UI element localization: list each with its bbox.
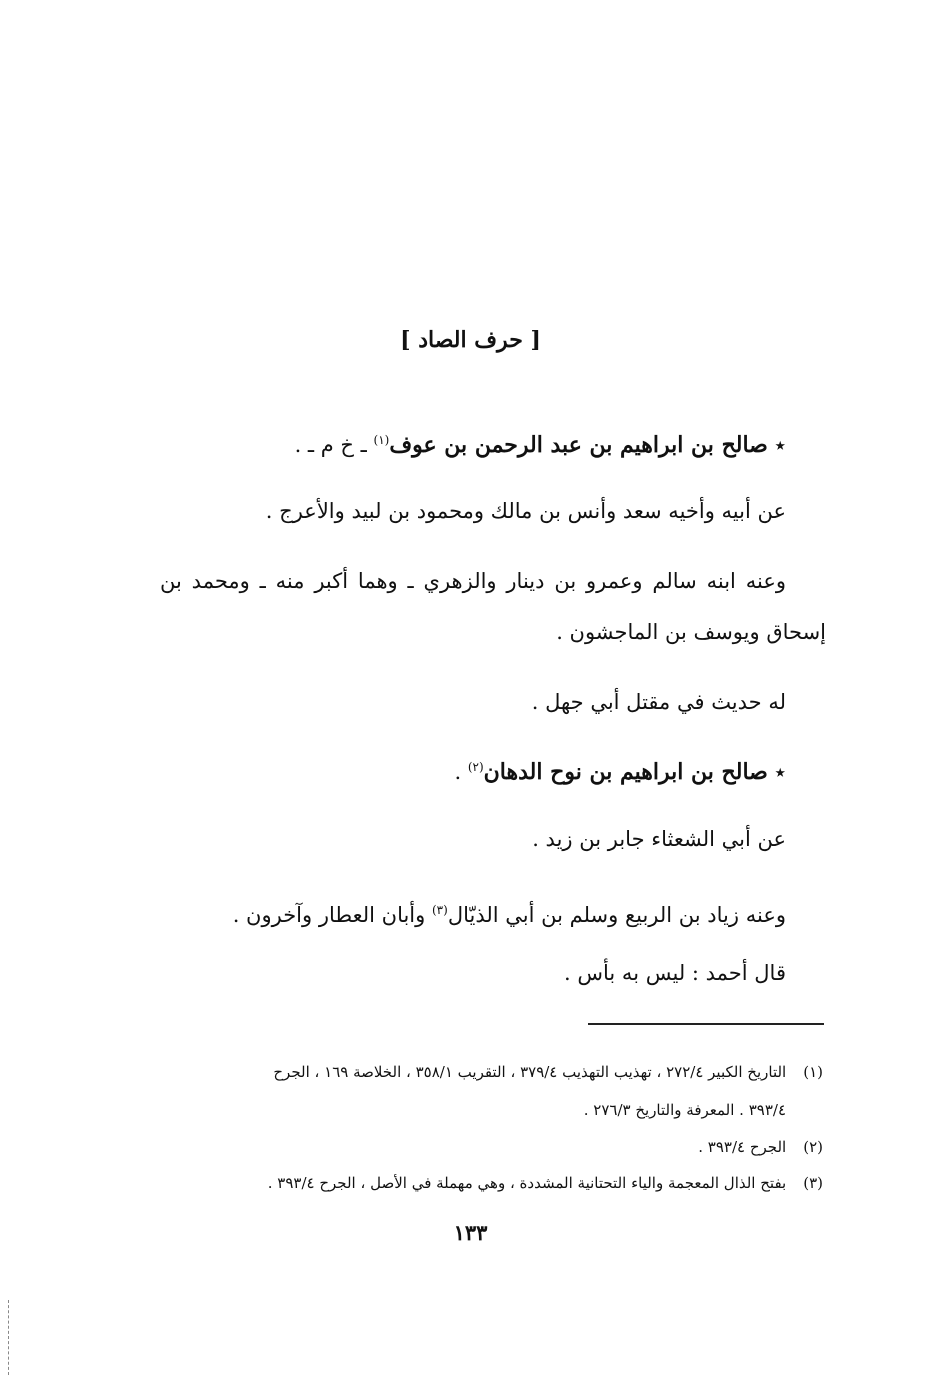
- footnote-3: [268, 1172, 823, 1194]
- footnote-number: (٢): [803, 1138, 823, 1156]
- entry-2-from: عن أبي الشعثاء جابر بن زيد .: [532, 827, 786, 851]
- entry-1-note: له حديث في مقتل أبي جهل .: [531, 690, 786, 714]
- footnote-number: (١): [803, 1063, 823, 1081]
- footnote-text: بفتح الذال المعجمة والياء التحتانية المشددة ، وهي مهملة في الأصل ، الجرح ٣٩٣/٤ .: [267, 1174, 787, 1192]
- entry-2-suffix: .: [454, 760, 462, 784]
- entry-2-name: صالح بن ابراهيم بن نوح الدهان: [483, 759, 768, 785]
- chapter-title: [ حرف الصاد ]: [400, 327, 541, 353]
- footnote-ref-1[interactable]: (١): [373, 433, 390, 447]
- footnote-ref-3[interactable]: (٣): [431, 903, 448, 917]
- entry-marker: ٭: [774, 433, 786, 457]
- footnote-1-continuation: ٣٩٣/٤ . المعرفة والتاريخ ٢٧٦/٣ .: [583, 1101, 786, 1119]
- footnote-text: التاريخ الكبير ٢٧٢/٤ ، تهذيب التهذيب ٣٧٩/٤ ، التقريب ٣٥٨/١ ، الخلاصة ١٦٩ ، الجرح: [273, 1063, 787, 1081]
- entry-2-students-rest: وأبان العطار وآخرون .: [232, 903, 426, 927]
- page-number: ١٣٣: [453, 1220, 488, 1245]
- footnote-divider: [588, 1023, 824, 1025]
- entry-1-suffix: ـ خ م ـ .: [294, 433, 367, 457]
- entry-2-students-text: وعنه زياد بن الربيع وسلم بن أبي الذيّال: [447, 903, 786, 927]
- entry-1-from: عن أبيه وأخيه سعد وأنس بن مالك ومحمود بن لبيد والأعرج .: [265, 499, 786, 523]
- entry-2-heading: [454, 752, 786, 787]
- footnote-1: [273, 1061, 823, 1083]
- footnote-ref-2[interactable]: (٢): [467, 760, 484, 774]
- entry-2-students: [233, 895, 786, 930]
- entry-1-name: صالح بن ابراهيم بن عبد الرحمن بن عوف: [389, 432, 768, 458]
- entry-1-students-line-1: وعنه ابنه سالم وعمرو بن دينار والزهري ـ وهما أكبر منه ـ ومحمد بن: [160, 569, 786, 593]
- scan-margin-mark: [8, 1300, 11, 1375]
- entry-1-heading: [295, 425, 786, 460]
- footnote-number: (٣): [803, 1174, 823, 1192]
- entry-marker: ٭: [774, 760, 786, 784]
- entry-2-note: قال أحمد : ليس به بأس .: [564, 961, 786, 985]
- footnote-2: [698, 1136, 823, 1158]
- entry-1-students-line-2: إسحاق ويوسف بن الماجشون .: [556, 620, 826, 644]
- footnote-text: الجرح ٣٩٣/٤ .: [698, 1138, 787, 1156]
